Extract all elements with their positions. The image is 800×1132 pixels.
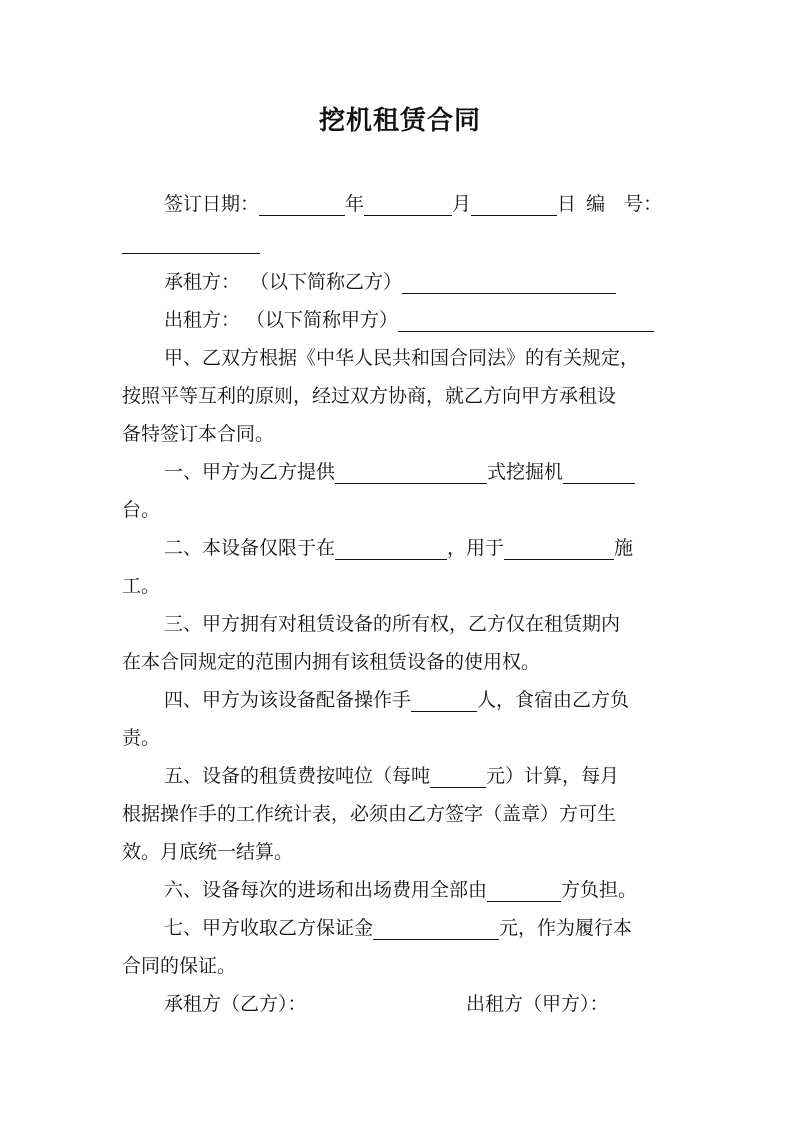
number-line [122, 226, 682, 258]
lessee-name-blank[interactable] [402, 269, 616, 294]
lessee-line [164, 266, 684, 298]
clause-4-text-b: 人，食宿由乙方负 [477, 689, 630, 711]
clause-1-text-b: 式挖掘机 [487, 461, 564, 483]
lessor-label: 出租方： [164, 309, 241, 331]
clause-6-text-a: 六、设备每次的进场和出场费用全部由 [164, 879, 488, 901]
clause-1-line-1 [164, 456, 684, 488]
clause-7-line-2: 合同的保证。 [122, 955, 237, 977]
day-blank[interactable] [471, 191, 557, 216]
price-per-ton-blank[interactable] [430, 763, 486, 788]
date-label: 签订日期： [164, 193, 260, 215]
clause-1-text-a: 一、甲方为乙方提供 [164, 461, 336, 483]
intro-line-3: 备特签订本合同。 [122, 423, 275, 445]
clause-4-line-2: 责。 [122, 727, 161, 749]
clause-2-line-1 [164, 532, 684, 564]
clause-6-line-1 [164, 874, 684, 906]
clause-4-line-1 [164, 684, 684, 716]
number-label: 编 号： [586, 193, 663, 215]
lessor-note: （以下简称甲方） [246, 309, 399, 331]
intro-line-2: 按照平等互利的原则，经过双方协商，就乙方向甲方承租设 [122, 385, 617, 407]
operator-count-blank[interactable] [411, 687, 477, 712]
clause-5-line-1 [164, 760, 684, 792]
clause-3-line-1: 三、甲方拥有对租赁设备的所有权，乙方仅在租赁期内 [164, 613, 621, 635]
month-label: 月 [452, 193, 472, 215]
year-label: 年 [345, 193, 365, 215]
clause-7-text-b: 元，作为履行本 [499, 917, 633, 939]
clause-2-text-a: 二、本设备仅限于在 [164, 537, 336, 559]
day-label: 日 [557, 193, 577, 215]
clause-7-text-a: 七、甲方收取乙方保证金 [164, 917, 374, 939]
clause-4-text-a: 四、甲方为该设备配备操作手 [164, 689, 412, 711]
lessee-label: 承租方： [164, 271, 241, 293]
signing-date-line [164, 188, 694, 220]
clause-7-line-1 [164, 912, 684, 944]
number-blank[interactable] [122, 229, 260, 254]
location-blank[interactable] [335, 535, 447, 560]
clause-3-line-2: 在本合同规定的范围内拥有该租赁设备的使用权。 [122, 651, 541, 673]
clause-5-line-2: 根据操作手的工作统计表，必须由乙方签字（盖章）方可生 [122, 803, 617, 825]
clause-6-text-b: 方负担。 [561, 879, 638, 901]
lessee-note: （以下简称乙方） [250, 271, 403, 293]
clause-1-line-2: 台。 [122, 499, 161, 521]
lessee-signature-label: 承租方（乙方）： [164, 993, 307, 1015]
purpose-blank[interactable] [504, 535, 614, 560]
excavator-count-blank[interactable] [563, 459, 635, 484]
clause-2-line-2: 工。 [122, 575, 161, 597]
lessor-signature-label: 出租方（甲方）： [466, 993, 609, 1015]
clause-2-text-c: 施 [614, 537, 634, 559]
clause-2-text-b: ，用于 [447, 537, 505, 559]
month-blank[interactable] [364, 191, 452, 216]
clause-5-text-b: 元）计算，每月 [486, 765, 620, 787]
year-blank[interactable] [259, 191, 345, 216]
responsible-party-blank[interactable] [487, 877, 561, 902]
clause-5-line-3: 效。月底统一结算。 [122, 841, 294, 863]
excavator-type-blank[interactable] [335, 459, 487, 484]
intro-line-1: 甲、乙双方根据《中华人民共和国合同法》的有关规定， [164, 347, 640, 369]
page-title: 挖机租赁合同 [318, 106, 481, 136]
clause-5-text-a: 五、设备的租赁费按吨位（每吨 [164, 765, 431, 787]
deposit-blank[interactable] [373, 915, 499, 940]
lessor-name-blank[interactable] [398, 307, 654, 332]
lessor-line [164, 304, 684, 336]
